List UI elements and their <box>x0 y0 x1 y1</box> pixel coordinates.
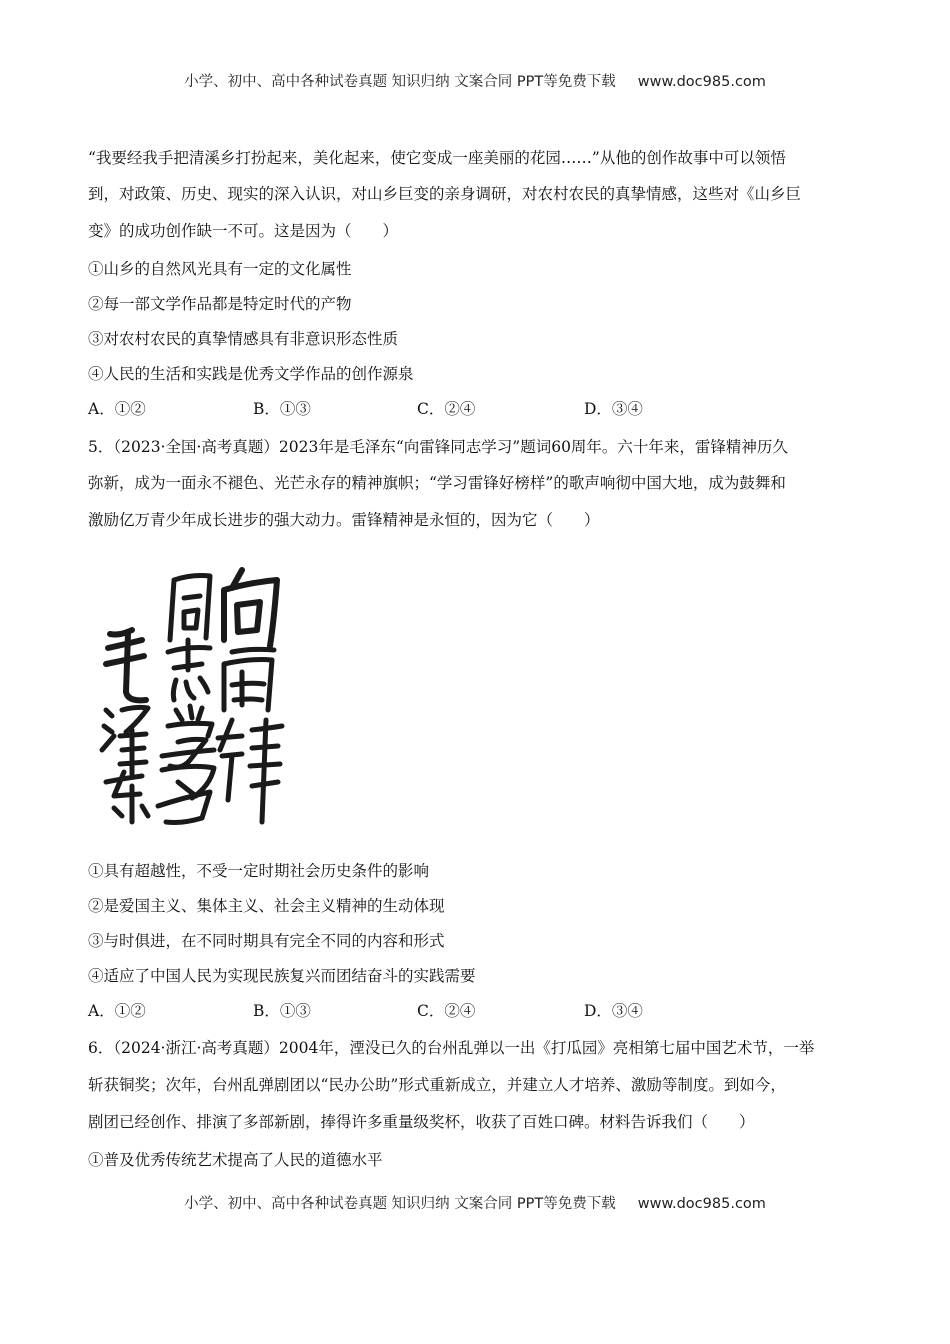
page-header <box>0 70 950 91</box>
q5-statement-4: ④适应了中国人民为实现民族复兴而团结奋斗的实践需要 <box>88 967 476 985</box>
q6-stem-line-2: 斩获铜奖；次年，台州乱弹剧团以“民办公助”形式重新成立，并建立人才培养、激励等制度。到如今， <box>88 1076 786 1094</box>
q5-stem-line-2: 弥新，成为一面永不褪色、光芒永存的精神旗帜；“学习雷锋好榜样”的歌声响彻中国大地，成为鼓舞和 <box>88 474 786 492</box>
q5-stem-line-3: 激励亿万青少年成长进步的强大动力。雷锋精神是永恒的，因为它（ ） <box>88 511 600 529</box>
q4-stem-line-3: 变》的成功创作缺一不可。这是因为（ ） <box>88 222 399 240</box>
q6-stem-line-3: 剧团已经创作、排演了多部新剧，捧得许多重量级奖杯，收获了百姓口碑。材料告诉我们（ ） <box>88 1113 755 1131</box>
header-site-link[interactable]: www.doc985.com <box>637 74 766 90</box>
q5-option-a[interactable]: A．①② <box>88 1002 146 1020</box>
q5-stem-line-1: 5．（2023·全国·高考真题）2023年是毛泽东“向雷锋同志学习”题词60周年。六十年来，雷锋精神历久 <box>88 438 788 456</box>
footer-site-link[interactable]: www.doc985.com <box>637 1196 766 1212</box>
q5-statement-2: ②是爱国主义、集体主义、社会主义精神的生动体现 <box>88 897 445 915</box>
q4-stem-line-2: 到，对政策、历史、现实的深入认识，对山乡巨变的亲身调研，对农村农民的真挚情感，这些对《山乡巨 <box>88 185 802 203</box>
q4-option-c[interactable]: C．②④ <box>417 400 476 418</box>
q5-option-c[interactable]: C．②④ <box>417 1002 476 1020</box>
q4-statement-1: ①山乡的自然风光具有一定的文化属性 <box>88 260 352 278</box>
q6-stem-line-1: 6．（2024·浙江·高考真题）2004年，湮没已久的台州乱弹以一出《打瓜园》亮相第七届中国艺术节，一举 <box>88 1039 815 1057</box>
q4-option-d[interactable]: D．③④ <box>584 400 643 418</box>
q4-statement-3: ③对农村农民的真挚情感具有非意识形态性质 <box>88 330 399 348</box>
q5-option-b[interactable]: B．①③ <box>253 1002 311 1020</box>
q5-option-d[interactable]: D．③④ <box>584 1002 643 1020</box>
q4-option-b[interactable]: B．①③ <box>253 400 311 418</box>
q4-stem-line-1: “我要经我手把清溪乡打扮起来，美化起来，使它变成一座美丽的花园……”从他的创作故事中可以领悟 <box>88 149 786 167</box>
q4-option-a[interactable]: A．①② <box>88 400 146 418</box>
q5-statement-1: ①具有超越性，不受一定时期社会历史条件的影响 <box>88 862 430 880</box>
footer-text: 小学、初中、高中各种试卷真题 知识归纳 文案合同 PPT等免费下载 <box>184 1196 616 1212</box>
q5-statement-3: ③与时俱进，在不同时期具有完全不同的内容和形式 <box>88 932 445 950</box>
page-footer <box>0 1192 950 1213</box>
q6-statement-1: ①普及优秀传统艺术提高了人民的道德水平 <box>88 1151 383 1169</box>
header-text: 小学、初中、高中各种试卷真题 知识归纳 文案合同 PPT等免费下载 <box>184 74 616 90</box>
q4-statement-2: ②每一部文学作品都是特定时代的产物 <box>88 295 352 313</box>
calligraphy-image <box>92 560 292 832</box>
q4-statement-4: ④人民的生活和实践是优秀文学作品的创作源泉 <box>88 365 414 383</box>
